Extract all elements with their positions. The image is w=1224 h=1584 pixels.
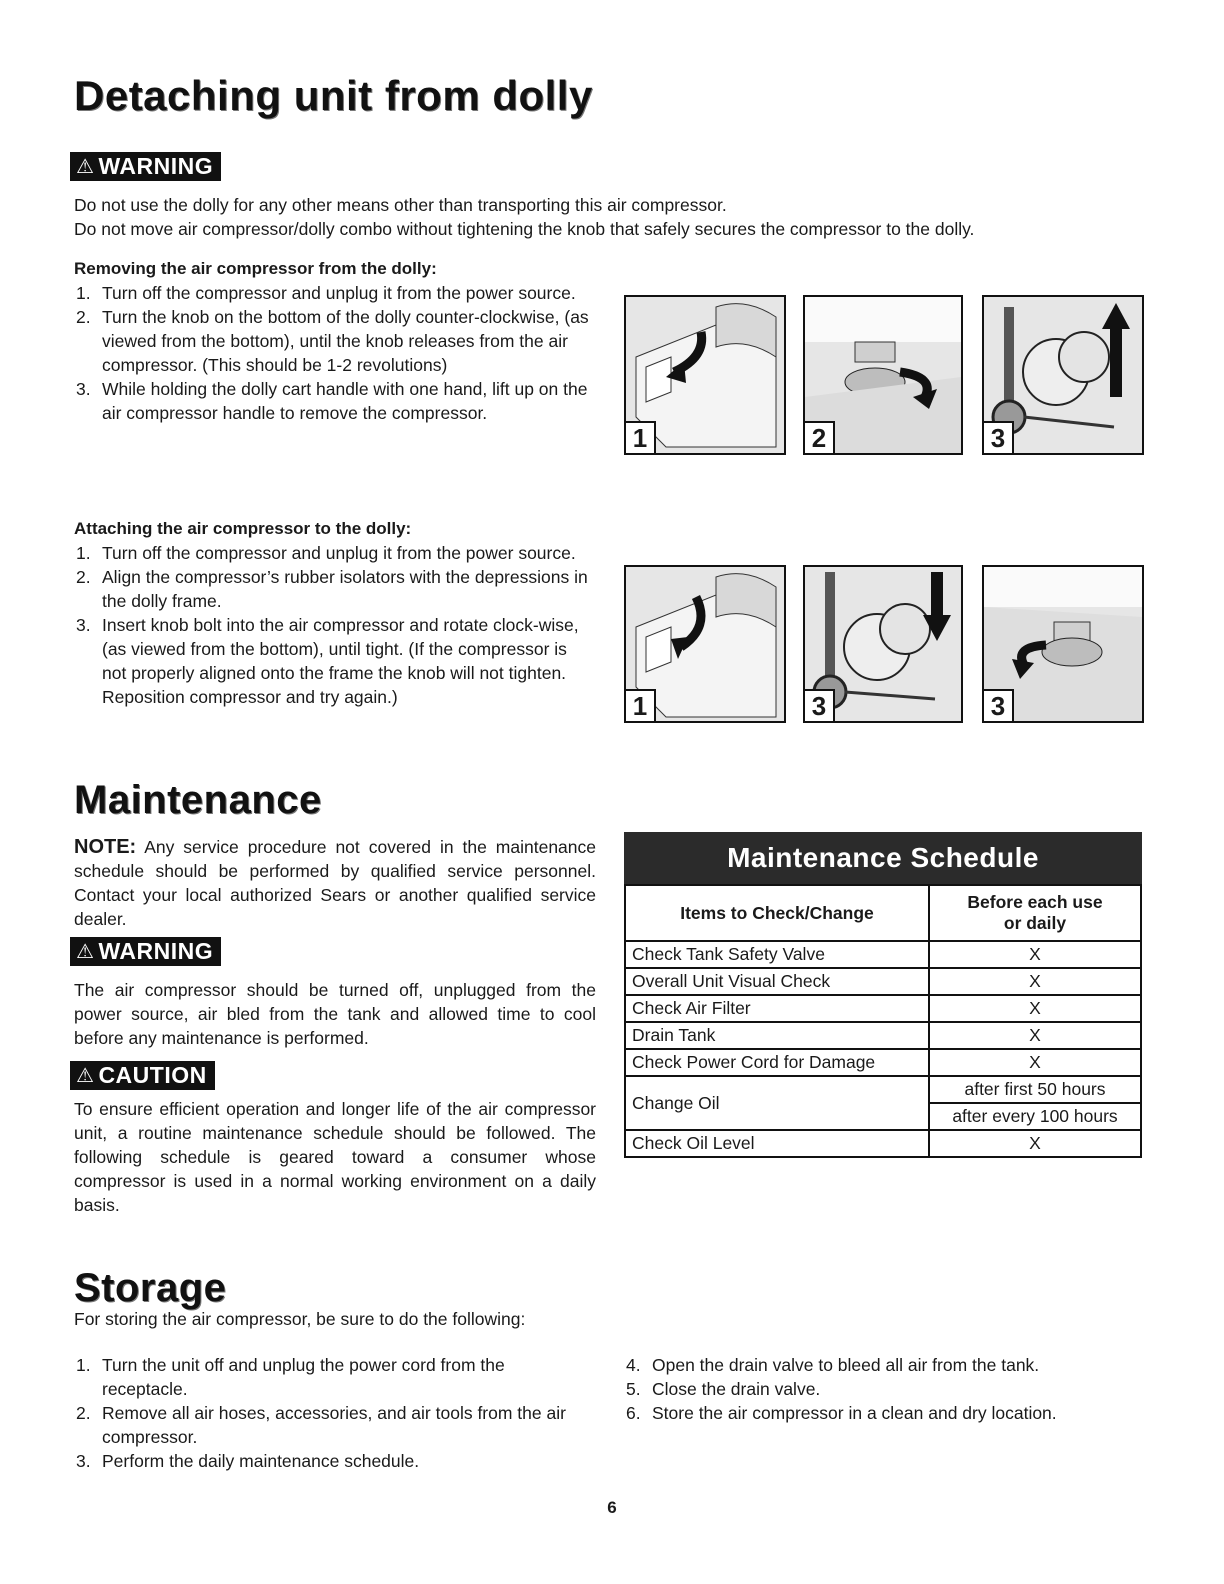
removing-heading: Removing the air compressor from the dolly:	[74, 259, 437, 278]
table-row	[625, 1130, 1141, 1157]
photo-step-label: 3	[803, 689, 835, 723]
attaching-photo-1	[624, 565, 786, 723]
warning-triangle-icon: ⚠	[76, 941, 95, 963]
step-text: Close the drain valve.	[652, 1379, 821, 1399]
step-number: 1.	[76, 283, 91, 303]
note-label: NOTE:	[74, 836, 137, 858]
step-number: 2.	[76, 1403, 91, 1423]
list-item	[624, 1353, 1164, 1377]
warning-triangle-icon: ⚠	[76, 156, 95, 178]
maintenance-caution-text: To ensure efficient operation and longer life of the air compressor unit, a routine maintenance schedule should be followed. The following schedule is geared toward a consumer whose compressor is used in a normal working environment on a daily basis.	[74, 1099, 596, 1215]
step-text: Turn off the compressor and unplug it from the power source.	[102, 283, 576, 303]
removing-photo-1	[624, 295, 786, 455]
table-row	[625, 1049, 1141, 1076]
maintenance-note	[74, 835, 596, 931]
removing-photo-3	[982, 295, 1144, 455]
table-header-row	[625, 885, 1141, 941]
schedule-table	[624, 884, 1142, 1158]
photo-step-label: 2	[803, 421, 835, 455]
photo-step-label: 3	[982, 689, 1014, 723]
table-cell-value: X	[929, 1049, 1141, 1076]
table-row	[625, 968, 1141, 995]
table-cell-value: X	[929, 968, 1141, 995]
dolly-warning-badge	[70, 152, 221, 181]
note-text: Any service procedure not covered in the maintenance schedule should be performed by qualified service personnel. Contact your local authorized Sears or another qualified service dealer.	[74, 837, 596, 929]
attaching-photo-2	[803, 565, 963, 723]
table-row	[625, 1022, 1141, 1049]
table-row	[625, 941, 1141, 968]
attaching-steps	[74, 541, 589, 709]
storage-steps-left	[74, 1353, 589, 1473]
attaching-photo-3	[982, 565, 1144, 723]
step-text: Store the air compressor in a clean and dry location.	[652, 1403, 1057, 1423]
list-item	[624, 1377, 1164, 1401]
table-cell-item: Overall Unit Visual Check	[625, 968, 929, 995]
maintenance-section-title: Maintenance	[74, 778, 322, 822]
step-number: 1.	[76, 1355, 91, 1375]
maintenance-schedule	[624, 832, 1142, 1158]
list-item	[74, 1353, 589, 1401]
table-cell-value: X	[929, 941, 1141, 968]
table-cell-value: X	[929, 1130, 1141, 1157]
table-cell-value: after every 100 hours	[929, 1103, 1141, 1130]
step-text: Insert knob bolt into the air compressor and rotate clock-wise, (as viewed from the bottom), until tight. (If the compressor is not properly aligned onto the frame the knob will not tighten. Reposition compressor and try again.)	[102, 615, 579, 707]
maintenance-warning-badge	[70, 937, 221, 966]
column-header-frequency	[929, 885, 1141, 941]
maintenance-caution-label: CAUTION	[98, 1062, 207, 1088]
step-number: 2.	[76, 567, 91, 587]
step-number: 3.	[76, 379, 91, 399]
step-text: Align the compressor’s rubber isolators with the depressions in the dolly frame.	[102, 567, 588, 611]
list-item	[74, 541, 589, 565]
photo-step-label: 1	[624, 689, 656, 723]
table-cell-item: Check Tank Safety Valve	[625, 941, 929, 968]
table-row	[625, 995, 1141, 1022]
table-cell-item: Check Oil Level	[625, 1130, 929, 1157]
table-cell-item: Drain Tank	[625, 1022, 929, 1049]
column-header-line: or daily	[1003, 913, 1067, 933]
column-header-items: Items to Check/Change	[625, 885, 929, 941]
maintenance-caution-badge	[70, 1061, 215, 1090]
attaching-heading: Attaching the air compressor to the dolly:	[74, 519, 412, 538]
photo-step-label: 1	[624, 421, 656, 455]
list-item	[74, 1401, 589, 1449]
step-text: Turn the knob on the bottom of the dolly counter-clockwise, (as viewed from the bottom), until the knob releases from the air compressor. (This should be 1-2 revolutions)	[102, 307, 589, 375]
list-item	[74, 613, 589, 709]
table-cell-item: Change Oil	[625, 1076, 929, 1130]
removing-steps	[74, 281, 589, 425]
step-number: 2.	[76, 307, 91, 327]
list-item	[74, 565, 589, 613]
step-text: While holding the dolly cart handle with one hand, lift up on the air compressor handle to remove the compressor.	[102, 379, 588, 423]
dolly-warning-text	[74, 193, 1154, 241]
storage-section-title: Storage	[74, 1266, 227, 1310]
dolly-section-title: Detaching unit from dolly	[74, 72, 593, 119]
step-number: 5.	[626, 1379, 641, 1399]
photo-step-label: 3	[982, 421, 1014, 455]
step-number: 4.	[626, 1355, 641, 1375]
storage-intro: For storing the air compressor, be sure to do the following:	[74, 1309, 526, 1329]
maintenance-warning-text: The air compressor should be turned off, unplugged from the power source, air bled from the tank and allowed time to cool before any maintenance is performed.	[74, 980, 596, 1048]
table-cell-value: X	[929, 995, 1141, 1022]
maintenance-warning-label: WARNING	[98, 938, 214, 964]
table-row	[625, 1076, 1141, 1103]
list-item	[74, 377, 589, 425]
storage-steps-right	[624, 1353, 1164, 1425]
dolly-warning-line: Do not move air compressor/dolly combo without tightening the knob that safely secures the compressor to the dolly.	[74, 219, 975, 239]
table-cell-value: after first 50 hours	[929, 1076, 1141, 1103]
list-item	[624, 1401, 1164, 1425]
step-text: Perform the daily maintenance schedule.	[102, 1451, 420, 1471]
maintenance-note-paragraph	[74, 835, 596, 931]
step-number: 6.	[626, 1403, 641, 1423]
list-item	[74, 305, 589, 377]
removing-photo-2	[803, 295, 963, 455]
schedule-title: Maintenance Schedule	[624, 832, 1142, 884]
list-item	[74, 1449, 589, 1473]
page-number: 6	[607, 1498, 617, 1517]
table-cell-item: Check Power Cord for Damage	[625, 1049, 929, 1076]
step-number: 1.	[76, 543, 91, 563]
dolly-warning-label: WARNING	[98, 153, 214, 179]
step-text: Open the drain valve to bleed all air from the tank.	[652, 1355, 1040, 1375]
column-header-line: Before each use	[967, 892, 1103, 912]
list-item	[74, 281, 589, 305]
caution-triangle-icon: ⚠	[76, 1065, 95, 1087]
step-text: Turn off the compressor and unplug it from the power source.	[102, 543, 576, 563]
step-number: 3.	[76, 1451, 91, 1471]
removing-instructions	[74, 259, 589, 425]
dolly-warning-line: Do not use the dolly for any other means other than transporting this air compressor.	[74, 195, 727, 215]
step-text: Turn the unit off and unplug the power cord from the receptacle.	[102, 1355, 505, 1399]
attaching-instructions	[74, 519, 589, 709]
step-number: 3.	[76, 615, 91, 635]
step-text: Remove all air hoses, accessories, and air tools from the air compressor.	[102, 1403, 566, 1447]
table-cell-item: Check Air Filter	[625, 995, 929, 1022]
table-cell-value: X	[929, 1022, 1141, 1049]
